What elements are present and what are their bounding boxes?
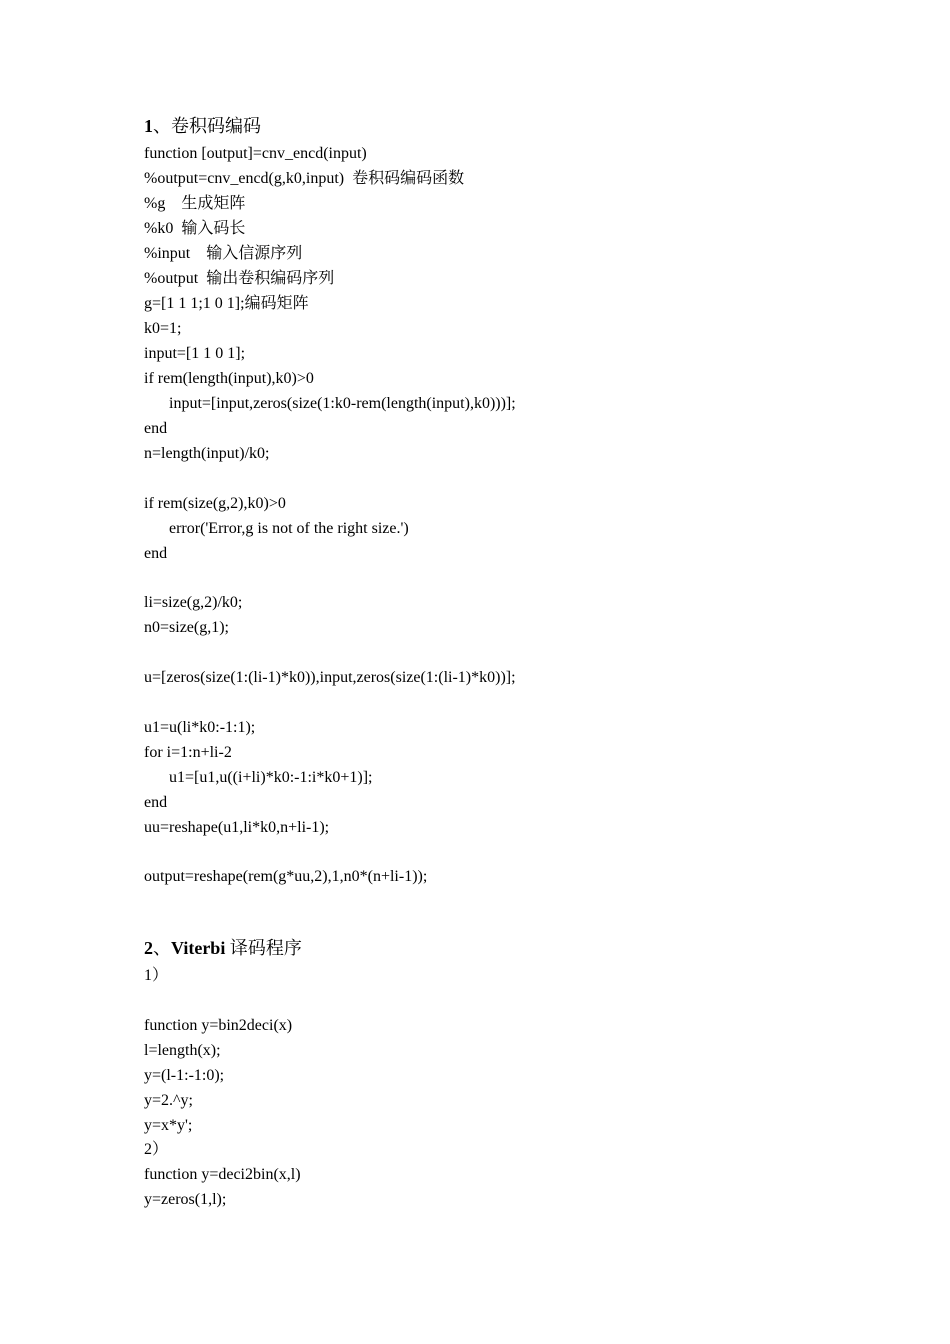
- code-line: %g 生成矩阵: [144, 195, 246, 212]
- code-line: end: [144, 545, 168, 562]
- section-1-number: 1: [144, 116, 153, 136]
- section-2-separator: 、: [153, 938, 171, 958]
- code-line: u=[zeros(size(1:(li-1)*k0)),input,zeros(size(1:(li-1)*k0))];: [144, 669, 516, 686]
- code-line: uu=reshape(u1,li*k0,n+li-1);: [144, 819, 330, 836]
- section-1-title: 卷积码编码: [171, 116, 261, 136]
- code-line: %output 输出卷积编码序列: [144, 270, 335, 287]
- code-line: y=(l-1:-1:0);: [144, 1067, 225, 1084]
- code-line: error('Error,g is not of the right size.'): [169, 520, 409, 537]
- section-2-heading: [144, 935, 302, 961]
- code-line: %output=cnv_encd(g,k0,input) 卷积码编码函数: [144, 170, 465, 187]
- code-line: for i=1:n+li-2: [144, 744, 232, 761]
- section-2-number: 2: [144, 938, 153, 958]
- code-line: end: [144, 794, 168, 811]
- code-line: output=reshape(rem(g*uu,2),1,n0*(n+li-1));: [144, 868, 428, 885]
- section-1-separator: 、: [153, 116, 171, 136]
- code-line: y=zeros(1,l);: [144, 1191, 227, 1208]
- code-line: u1=[u1,u((i+li)*k0:-1:i*k0+1)];: [169, 769, 373, 786]
- section-2-title: 译码程序: [225, 938, 302, 958]
- code-line: input=[1 1 0 1];: [144, 345, 246, 362]
- code-line: g=[1 1 1;1 0 1];编码矩阵: [144, 295, 309, 312]
- code-line: l=length(x);: [144, 1042, 221, 1059]
- code-line: end: [144, 420, 168, 437]
- code-line: function y=deci2bin(x,l): [144, 1166, 301, 1183]
- code-line: n0=size(g,1);: [144, 619, 229, 636]
- code-line: li=size(g,2)/k0;: [144, 594, 243, 611]
- code-line: n=length(input)/k0;: [144, 445, 270, 462]
- section-2-title-bold: Viterbi: [171, 938, 226, 958]
- code-line: y=x*y';: [144, 1117, 193, 1134]
- code-line: function [output]=cnv_encd(input): [144, 145, 367, 162]
- section-1-heading: [144, 113, 261, 139]
- subsection-label: 2）: [144, 1141, 169, 1158]
- code-line: %k0 输入码长: [144, 220, 246, 237]
- code-line: if rem(size(g,2),k0)>0: [144, 495, 286, 512]
- code-line: if rem(length(input),k0)>0: [144, 370, 314, 387]
- code-line: k0=1;: [144, 320, 182, 337]
- code-line: u1=u(li*k0:-1:1);: [144, 719, 256, 736]
- code-line: function y=bin2deci(x): [144, 1017, 293, 1034]
- code-line: %input 输入信源序列: [144, 245, 303, 262]
- subsection-label: 1）: [144, 967, 169, 984]
- code-line: y=2.^y;: [144, 1092, 193, 1109]
- code-line: input=[input,zeros(size(1:k0-rem(length(input),k0)))];: [169, 395, 516, 412]
